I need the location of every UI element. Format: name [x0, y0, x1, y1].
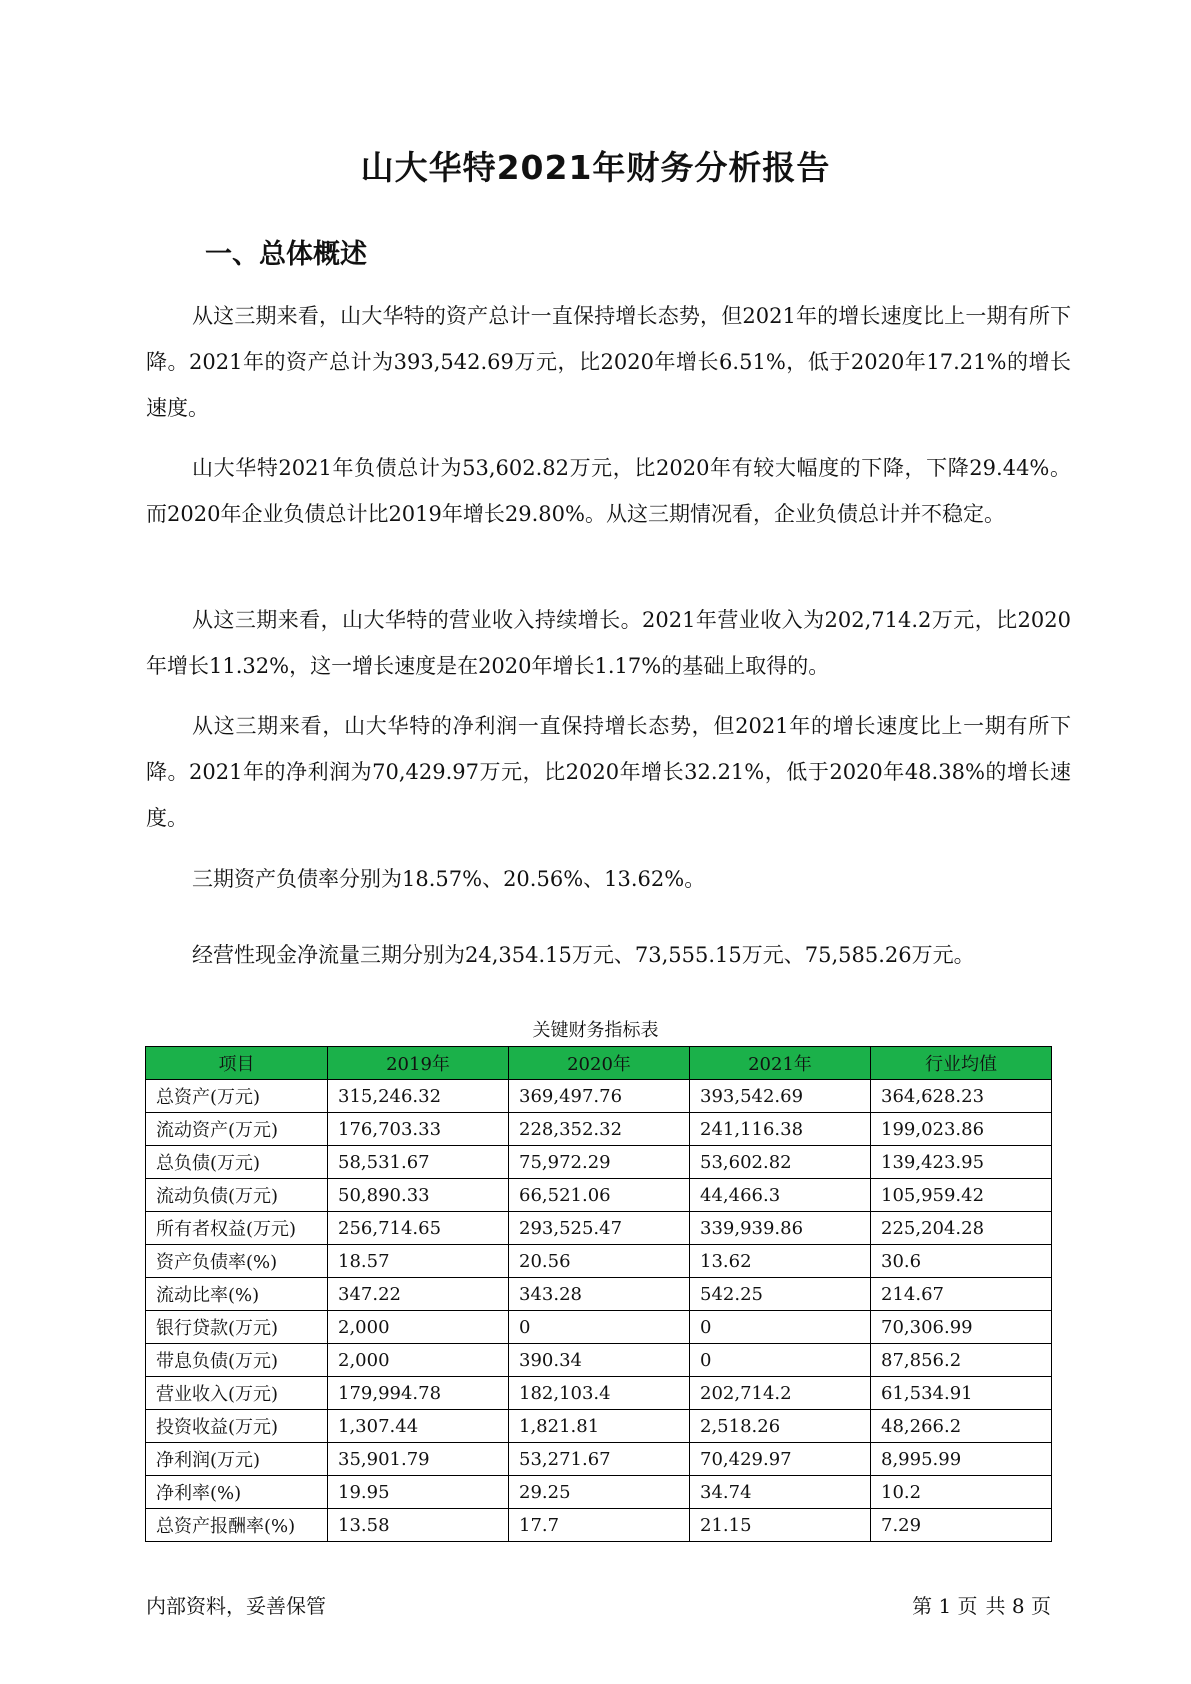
- value-cell: 75,972.29: [509, 1146, 690, 1179]
- value-cell: 0: [690, 1344, 871, 1377]
- value-cell: 542.25: [690, 1278, 871, 1311]
- value-cell: 105,959.42: [871, 1179, 1052, 1212]
- value-cell: 58,531.67: [328, 1146, 509, 1179]
- column-header: 2021年: [690, 1047, 871, 1080]
- total-pages-label: 共 8 页: [985, 1594, 1051, 1618]
- value-cell: 8,995.99: [871, 1443, 1052, 1476]
- table-row: [146, 1146, 1052, 1179]
- table-row: [146, 1344, 1052, 1377]
- table-row: [146, 1311, 1052, 1344]
- value-cell: 50,890.33: [328, 1179, 509, 1212]
- paragraph-liabilities: 山大华特2021年负债总计为53,602.82万元，比2020年有较大幅度的下降，下降29.44%。而2020年企业负债总计比2019年增长29.80%。从这三期情况看，企业负债总计并不稳定。: [146, 456, 1071, 526]
- value-cell: 339,939.86: [690, 1212, 871, 1245]
- value-cell: 176,703.33: [328, 1113, 509, 1146]
- section-heading: 一、总体概述: [205, 239, 367, 270]
- value-cell: 202,714.2: [690, 1377, 871, 1410]
- row-label-cell: 流动负债(万元): [146, 1179, 328, 1212]
- value-cell: 87,856.2: [871, 1344, 1052, 1377]
- value-cell: 393,542.69: [690, 1080, 871, 1113]
- value-cell: 390.34: [509, 1344, 690, 1377]
- value-cell: 44,466.3: [690, 1179, 871, 1212]
- footer-confidential-note: 内部资料，妥善保管: [146, 1594, 326, 1618]
- value-cell: 214.67: [871, 1278, 1052, 1311]
- value-cell: 17.7: [509, 1509, 690, 1542]
- row-label-cell: 银行贷款(万元): [146, 1311, 328, 1344]
- row-label-cell: 流动资产(万元): [146, 1113, 328, 1146]
- table-row: [146, 1443, 1052, 1476]
- row-label-cell: 净利润(万元): [146, 1443, 328, 1476]
- value-cell: 19.95: [328, 1476, 509, 1509]
- value-cell: 182,103.4: [509, 1377, 690, 1410]
- column-header: 2019年: [328, 1047, 509, 1080]
- value-cell: 1,821.81: [509, 1410, 690, 1443]
- value-cell: 343.28: [509, 1278, 690, 1311]
- table-row: [146, 1212, 1052, 1245]
- paragraph-net-profit: 从这三期来看，山大华特的净利润一直保持增长态势，但2021年的增长速度比上一期有所下降。2021年的净利润为70,429.97万元，比2020年增长32.21%，低于2020年48.38%的增长速度。: [146, 714, 1071, 830]
- paragraph-revenue: 从这三期来看，山大华特的营业收入持续增长。2021年营业收入为202,714.2万元，比2020年增长11.32%，这一增长速度是在2020年增长1.17%的基础上取得的。: [146, 608, 1071, 678]
- page-label: 第 1 页: [912, 1594, 978, 1618]
- value-cell: 2,000: [328, 1344, 509, 1377]
- value-cell: 2,518.26: [690, 1410, 871, 1443]
- value-cell: 66,521.06: [509, 1179, 690, 1212]
- column-header: 项目: [146, 1047, 328, 1080]
- table-row: [146, 1476, 1052, 1509]
- value-cell: 70,306.99: [871, 1311, 1052, 1344]
- value-cell: 228,352.32: [509, 1113, 690, 1146]
- value-cell: 225,204.28: [871, 1212, 1052, 1245]
- value-cell: 70,429.97: [690, 1443, 871, 1476]
- row-label-cell: 流动比率(%): [146, 1278, 328, 1311]
- table-row: [146, 1113, 1052, 1146]
- paragraph-assets: 从这三期来看，山大华特的资产总计一直保持增长态势，但2021年的增长速度比上一期有所下降。2021年的资产总计为393,542.69万元，比2020年增长6.51%，低于2020年17.21%的增长速度。: [146, 304, 1071, 420]
- value-cell: 139,423.95: [871, 1146, 1052, 1179]
- row-label-cell: 营业收入(万元): [146, 1377, 328, 1410]
- value-cell: 53,602.82: [690, 1146, 871, 1179]
- value-cell: 20.56: [509, 1245, 690, 1278]
- row-label-cell: 带息负债(万元): [146, 1344, 328, 1377]
- value-cell: 0: [509, 1311, 690, 1344]
- table-row: [146, 1080, 1052, 1113]
- key-financial-indicators-table: [145, 1046, 1052, 1542]
- value-cell: 7.29: [871, 1509, 1052, 1542]
- table-row: [146, 1278, 1052, 1311]
- value-cell: 48,266.2: [871, 1410, 1052, 1443]
- value-cell: 21.15: [690, 1509, 871, 1542]
- value-cell: 13.62: [690, 1245, 871, 1278]
- value-cell: 2,000: [328, 1311, 509, 1344]
- table-caption: 关键财务指标表: [532, 1020, 659, 1041]
- row-label-cell: 总资产(万元): [146, 1080, 328, 1113]
- value-cell: 315,246.32: [328, 1080, 509, 1113]
- value-cell: 179,994.78: [328, 1377, 509, 1410]
- table-row: [146, 1410, 1052, 1443]
- value-cell: 61,534.91: [871, 1377, 1052, 1410]
- value-cell: 347.22: [328, 1278, 509, 1311]
- value-cell: 13.58: [328, 1509, 509, 1542]
- row-label-cell: 资产负债率(%): [146, 1245, 328, 1278]
- value-cell: 10.2: [871, 1476, 1052, 1509]
- table-row: [146, 1179, 1052, 1212]
- value-cell: 1,307.44: [328, 1410, 509, 1443]
- row-label-cell: 总资产报酬率(%): [146, 1509, 328, 1542]
- value-cell: 18.57: [328, 1245, 509, 1278]
- report-title: 山大华特2021年财务分析报告: [360, 148, 831, 187]
- row-label-cell: 净利率(%): [146, 1476, 328, 1509]
- value-cell: 35,901.79: [328, 1443, 509, 1476]
- paragraph-cash-flow: 经营性现金净流量三期分别为24,354.15万元、73,555.15万元、75,585.26万元。: [192, 943, 975, 967]
- row-label-cell: 所有者权益(万元): [146, 1212, 328, 1245]
- value-cell: 241,116.38: [690, 1113, 871, 1146]
- value-cell: 369,497.76: [509, 1080, 690, 1113]
- page-number: [912, 1590, 1051, 1619]
- column-header: 2020年: [509, 1047, 690, 1080]
- value-cell: 34.74: [690, 1476, 871, 1509]
- value-cell: 256,714.65: [328, 1212, 509, 1245]
- value-cell: 293,525.47: [509, 1212, 690, 1245]
- table-row: [146, 1509, 1052, 1542]
- value-cell: 0: [690, 1311, 871, 1344]
- table-row: [146, 1245, 1052, 1278]
- value-cell: 30.6: [871, 1245, 1052, 1278]
- table-header-row: [146, 1047, 1052, 1080]
- paragraph-debt-ratio: 三期资产负债率分别为18.57%、20.56%、13.62%。: [192, 867, 706, 891]
- table-body: [146, 1080, 1052, 1542]
- value-cell: 199,023.86: [871, 1113, 1052, 1146]
- table-row: [146, 1377, 1052, 1410]
- column-header: 行业均值: [871, 1047, 1052, 1080]
- value-cell: 364,628.23: [871, 1080, 1052, 1113]
- value-cell: 29.25: [509, 1476, 690, 1509]
- value-cell: 53,271.67: [509, 1443, 690, 1476]
- row-label-cell: 投资收益(万元): [146, 1410, 328, 1443]
- row-label-cell: 总负债(万元): [146, 1146, 328, 1179]
